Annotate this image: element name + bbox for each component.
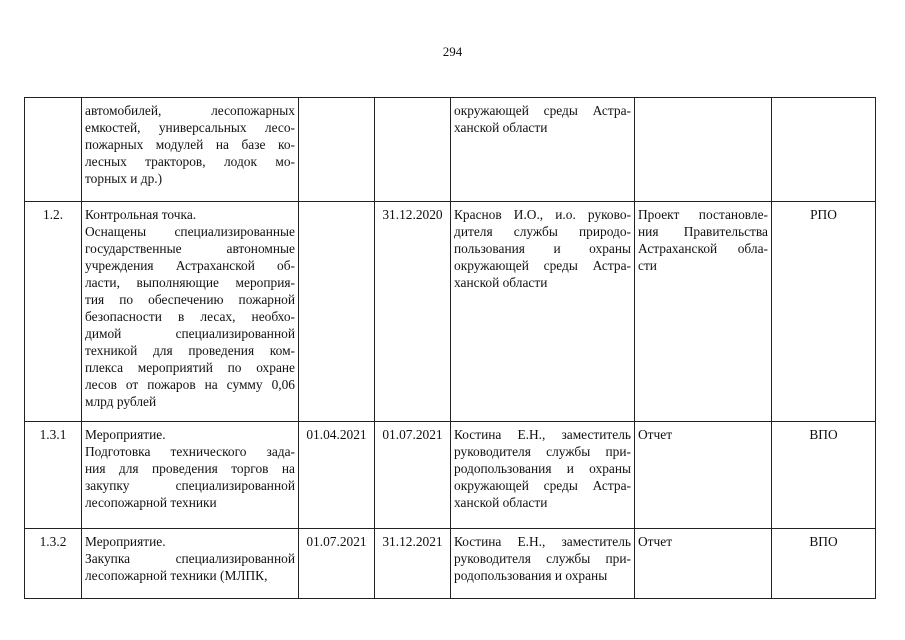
cell-line: Подготовка технического зада- [85, 444, 295, 459]
cell-line: ханской области [454, 495, 548, 510]
control-level-cell [772, 422, 876, 529]
cell-line: окружающей среды Астра- [454, 258, 631, 273]
cell-line: родопользования и охраны [454, 568, 608, 583]
start-date-cell-value: 01.04.2021 [306, 427, 367, 442]
end-date-cell-value: 31.12.2020 [382, 207, 443, 222]
cell-line: Мероприятие. [85, 534, 166, 549]
cell-line: лесов от пожаров на сумму 0,06 [85, 377, 295, 392]
responsible-cell [451, 529, 635, 599]
cell-line: Костина Е.Н., заместитель [454, 427, 631, 442]
row-number-cell-value: 1.2. [42, 207, 64, 222]
control-level-cell [772, 98, 876, 202]
cell-line: дителя службы природо- [454, 224, 631, 239]
cell-line: ния для проведения торгов на [85, 461, 295, 476]
document-type-cell [635, 529, 772, 599]
cell-line: Оснащены специализированные [85, 224, 295, 239]
cell-line: млрд рублей [85, 394, 157, 409]
cell-line: торных и др.) [85, 171, 163, 186]
cell-line: ласти, выполняющие мероприя- [85, 275, 295, 290]
cell-line: ханской области [454, 120, 548, 135]
cell-line: плекса мероприятий по охране [85, 360, 295, 375]
cell-line: лесопожарной техники (МЛПК, [85, 568, 268, 583]
control-level-cell-value: РПО [810, 207, 837, 222]
cell-line: руководителя службы при- [454, 444, 631, 459]
end-date-cell [375, 202, 451, 422]
end-date-cell-value: 01.07.2021 [382, 427, 443, 442]
start-date-cell [299, 529, 375, 599]
cell-line: лесопожарной техники [85, 495, 217, 510]
control-level-cell-value: ВПО [809, 534, 838, 549]
activity-cell [82, 529, 299, 599]
cell-line: ния Правительства [638, 224, 768, 239]
cell-line: родопользования и охраны [454, 461, 631, 476]
cell-line: Отчет [638, 534, 673, 549]
cell-line: государственные автономные [85, 241, 295, 256]
start-date-cell-value: 01.07.2021 [306, 534, 367, 549]
cell-line: окружающей среды Астра- [454, 103, 631, 118]
document-type-cell [635, 422, 772, 529]
control-level-cell [772, 202, 876, 422]
cell-line: тия по обеспечению пожарной [85, 292, 295, 307]
cell-line: Контрольная точка. [85, 207, 197, 222]
responsible-cell [451, 202, 635, 422]
cell-line: емкостей, универсальных лесо- [85, 120, 295, 135]
cell-line: окружающей среды Астра- [454, 478, 631, 493]
plan-table [24, 97, 876, 599]
cell-line: руководителя службы при- [454, 551, 631, 566]
cell-line: пользования и охраны [454, 241, 631, 256]
cell-line: Закупка специализированной [85, 551, 295, 566]
row-number-cell [25, 422, 82, 529]
table-row [25, 98, 876, 202]
end-date-cell [375, 422, 451, 529]
start-date-cell [299, 422, 375, 529]
activity-cell [82, 98, 299, 202]
table-row [25, 529, 876, 599]
control-level-cell [772, 529, 876, 599]
cell-line: Отчет [638, 427, 673, 442]
page-number: 294 [442, 44, 463, 59]
cell-line: автомобилей, лесопожарных [85, 103, 295, 118]
row-number-cell-value: 1.3.2 [39, 534, 67, 549]
document-type-cell [635, 98, 772, 202]
cell-line: сти [638, 258, 657, 273]
responsible-cell [451, 98, 635, 202]
cell-line: Краснов И.О., и.о. руково- [454, 207, 631, 222]
end-date-cell [375, 529, 451, 599]
start-date-cell [299, 98, 375, 202]
control-level-cell-value: ВПО [809, 427, 838, 442]
row-number-cell [25, 98, 82, 202]
row-number-cell-value: 1.3.1 [39, 427, 67, 442]
cell-line: техникой для проведения ком- [85, 343, 295, 358]
cell-line: учреждения Астраханской об- [85, 258, 295, 273]
row-number-cell [25, 202, 82, 422]
activity-cell [82, 202, 299, 422]
cell-line: Костина Е.Н., заместитель [454, 534, 631, 549]
cell-line: ханской области [454, 275, 548, 290]
cell-line: безопасности в лесах, необхо- [85, 309, 295, 324]
row-number-cell [25, 529, 82, 599]
responsible-cell [451, 422, 635, 529]
cell-line: пожарных модулей на базе ко- [85, 137, 295, 152]
activity-cell [82, 422, 299, 529]
cell-line: лесных тракторов, лодок мо- [85, 154, 295, 169]
start-date-cell [299, 202, 375, 422]
cell-line: Проект постановле- [638, 207, 768, 222]
table-row [25, 202, 876, 422]
end-date-cell-value: 31.12.2021 [382, 534, 443, 549]
cell-line: закупку специализированной [85, 478, 295, 493]
cell-line: димой специализированной [85, 326, 295, 341]
cell-line: Астраханской обла- [638, 241, 768, 256]
table-body [25, 98, 876, 599]
cell-line: Мероприятие. [85, 427, 166, 442]
end-date-cell [375, 98, 451, 202]
table-row [25, 422, 876, 529]
document-type-cell [635, 202, 772, 422]
